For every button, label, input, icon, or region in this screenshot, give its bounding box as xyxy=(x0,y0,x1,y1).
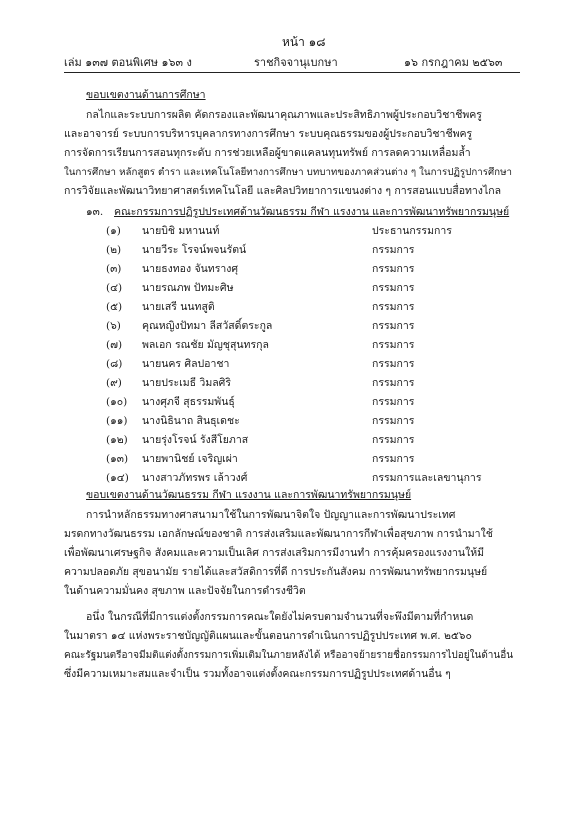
education-scope-line: กลไกและระบบการผลิต คัดกรองและพัฒนาคุณภาพและประสิทธิภาพผู้ประกอบวิชาชีพครู xyxy=(86,109,482,121)
member-name: พลเอก รณชัย มัญชุสุนทรกุล xyxy=(142,339,269,351)
member-number: (๕) xyxy=(106,301,123,313)
education-scope-line: การวิจัยและพัฒนาวิทยาศาสตร์เทคโนโลยี และศิลปวิทยาการแขนงต่าง ๆ การสอนแบบสื่อทางไกล xyxy=(64,185,502,197)
member-name: นายบิชิ มหานนท์ xyxy=(142,225,220,237)
member-role: กรรมการ xyxy=(372,434,415,446)
member-name: นายประเมธี วิมลศิริ xyxy=(142,377,231,389)
member-number: (๑๔) xyxy=(106,472,129,484)
member-number: (๘) xyxy=(106,358,123,370)
culture-scope-line: เพื่อพัฒนาเศรษฐกิจ สังคมและความเป็นเลิศ การส่งเสริมการมีงานทำ การคุ้มครองแรงงานให้มี xyxy=(64,547,485,559)
member-role: กรรมการ xyxy=(372,396,415,408)
committee-title: คณะกรรมการปฏิรูปประเทศด้านวัฒนธรรม กีฬา แรงงาน และการพัฒนาทรัพยากรมนุษย์ xyxy=(114,206,510,218)
member-role: กรรมการ xyxy=(372,415,415,427)
member-role: กรรมการ xyxy=(372,453,415,465)
member-name: นางสาวภัทรพร เล้าวงศ์ xyxy=(142,472,248,484)
education-scope-heading: ขอบเขตงานด้านการศึกษา xyxy=(86,89,206,101)
member-role: กรรมการ xyxy=(372,244,415,256)
culture-scope-line: การนำหลักธรรมทางศาสนามาใช้ในการพัฒนาจิตใจ ปัญญาและการพัฒนาประเทศ xyxy=(86,509,456,521)
member-number: (๑๑) xyxy=(106,415,128,427)
member-role: กรรมการ xyxy=(372,377,415,389)
header-divider xyxy=(64,72,520,73)
education-scope-line: และอาจารย์ ระบบการบริหารบุคลากรทางการศึกษา ระบบคุณธรรมของผู้ประกอบวิชาชีพครู xyxy=(64,128,473,140)
closing-line: อนึ่ง ในกรณีที่มีการแต่งตั้งกรรมการคณะใดยังไม่ครบตามจำนวนที่จะพึงมีตามที่กำหนด xyxy=(86,611,474,623)
culture-scope-line: ในด้านความมั่นคง สุขภาพ และปัจจัยในการดำรงชีวิต xyxy=(64,585,306,597)
member-role: ประธานกรรมการ xyxy=(372,225,452,237)
education-scope-line: ในการศึกษา หลักสูตร ตำรา และเทคโนโลยีทางการศึกษา บทบาทของภาคส่วนต่าง ๆ ในการปฏิรูปการศึกษา xyxy=(64,167,512,178)
member-name: นายวีระ โรจน์พจนรัตน์ xyxy=(142,244,247,256)
member-role: กรรมการและเลขานุการ xyxy=(372,472,482,484)
volume-info: เล่ม ๑๓๗ ตอนพิเศษ ๑๖๓ ง xyxy=(64,56,192,69)
member-role: กรรมการ xyxy=(372,263,415,275)
member-name: นายรุ่งโรจน์ รังสีโยภาส xyxy=(142,434,249,446)
member-role: กรรมการ xyxy=(372,301,415,313)
member-name: นายพานิชย์ เจริญเผ่า xyxy=(142,453,238,465)
member-number: (๒) xyxy=(106,244,122,256)
member-role: กรรมการ xyxy=(372,320,415,332)
member-name: นายเสรี นนทสูติ xyxy=(142,301,215,313)
education-scope-line: การจัดการเรียนการสอนทุกระดับ การช่วยเหลือผู้ขาดแคลนทุนทรัพย์ การลดความเหลื่อมล้ำ xyxy=(64,147,471,159)
member-name: นายธงทอง จันทรางศุ xyxy=(142,263,239,275)
closing-line: ในมาตรา ๑๔ แห่งพระราชบัญญัติแผนและขั้นตอนการดำเนินการปฏิรูปประเทศ พ.ศ. ๒๕๖๐ xyxy=(64,630,472,642)
member-number: (๑๐) xyxy=(106,396,128,408)
member-name: นางนิธินาถ สินธุเดชะ xyxy=(142,415,240,427)
member-name: นางศุภจี สุธรรมพันธุ์ xyxy=(142,396,235,408)
member-number: (๑๓) xyxy=(106,453,129,465)
member-number: (๑) xyxy=(106,225,121,237)
member-role: กรรมการ xyxy=(372,282,415,294)
closing-line: คณะรัฐมนตรีอาจมีมติแต่งตั้งกรรมการเพิ่มเติมในภายหลังได้ หรืออาจย้ายรายชื่อกรรมการไปอยู่ในด้านอื่น xyxy=(64,650,514,661)
committee-number: ๑๓. xyxy=(86,206,104,218)
member-number: (๓) xyxy=(106,263,122,275)
member-role: กรรมการ xyxy=(372,339,415,351)
member-name: นายนคร ศิลปอาชา xyxy=(142,358,230,370)
member-number: (๗) xyxy=(106,339,123,351)
member-number: (๙) xyxy=(106,377,122,389)
member-name: นายรณภพ ปัทมะศิษ xyxy=(142,282,234,294)
culture-scope-line: ความปลอดภัย สุขอนามัย รายได้และสวัสดิการที่ดี การประกันสังคม การพัฒนาทรัพยากรมนุษย์ xyxy=(64,566,488,578)
publication-name: ราชกิจจานุเบกษา xyxy=(254,56,338,69)
member-number: (๔) xyxy=(106,282,123,294)
member-role: กรรมการ xyxy=(372,358,415,370)
culture-scope-line: มรดกทางวัฒนธรรม เอกลักษณ์ของชาติ การส่งเสริมและพัฒนาการกีฬาเพื่อสุขภาพ การนำมาใช้ xyxy=(64,528,493,540)
member-number: (๑๒) xyxy=(106,434,128,446)
closing-line: ซึ่งมีความเหมาะสมและจำเป็น รวมทั้งอาจแต่งตั้งคณะกรรมการปฏิรูปประเทศด้านอื่น ๆ xyxy=(64,668,451,680)
publication-date: ๑๖ กรกฎาคม ๒๕๖๓ xyxy=(404,56,503,69)
culture-scope-heading: ขอบเขตงานด้านวัฒนธรรม กีฬา แรงงาน และการพัฒนาทรัพยากรมนุษย์ xyxy=(86,489,412,501)
member-name: คุณหญิงปัทมา ลีสวัสดิ์ตระกูล xyxy=(142,320,273,332)
page-number: หน้า ๑๘ xyxy=(282,35,326,49)
member-number: (๖) xyxy=(106,320,121,332)
